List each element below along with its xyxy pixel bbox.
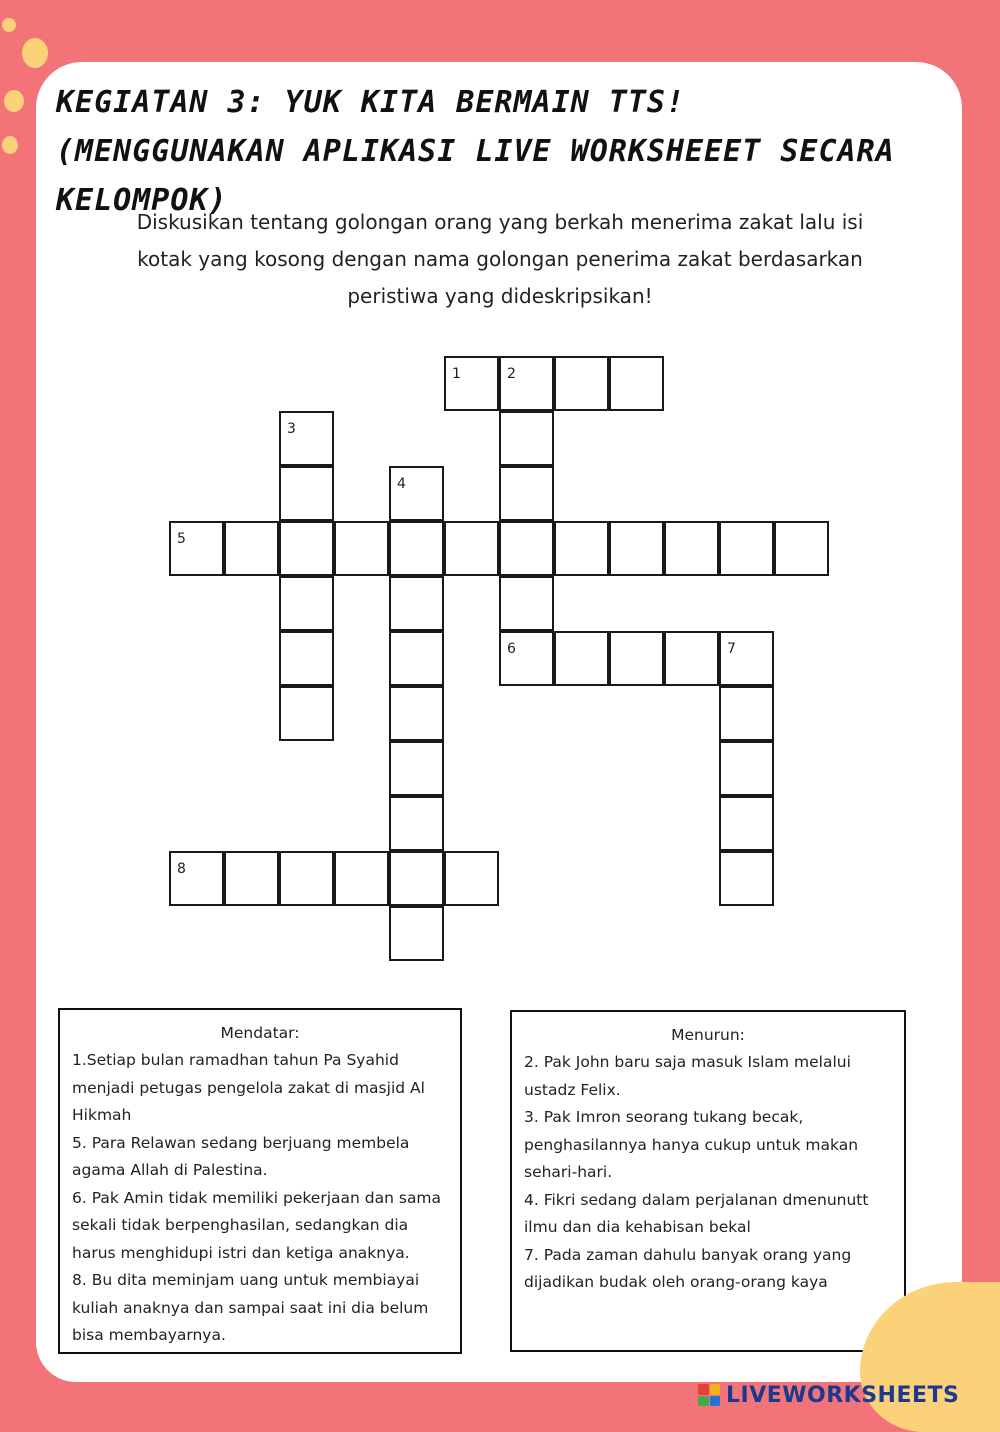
crossword-cell[interactable] bbox=[279, 411, 334, 466]
crossword-cell[interactable] bbox=[169, 851, 224, 906]
clue-number: 4 bbox=[397, 476, 406, 492]
clues-down-heading: Menurun: bbox=[671, 1026, 745, 1044]
crossword-cell[interactable] bbox=[499, 356, 554, 411]
crossword-cell[interactable] bbox=[499, 466, 554, 521]
crossword-cell[interactable] bbox=[224, 521, 279, 576]
crossword-cell[interactable] bbox=[499, 411, 554, 466]
clues-across-heading: Mendatar: bbox=[220, 1024, 300, 1042]
clue-number: 7 bbox=[727, 641, 736, 657]
logo-text: LIVEWORKSHEETS bbox=[726, 1382, 960, 1408]
crossword-cell[interactable] bbox=[664, 631, 719, 686]
crossword-cell[interactable] bbox=[719, 521, 774, 576]
clues-across-box bbox=[58, 1008, 462, 1354]
crossword-cell[interactable] bbox=[389, 741, 444, 796]
crossword-cell[interactable] bbox=[609, 521, 664, 576]
crossword-cell[interactable] bbox=[719, 631, 774, 686]
crossword-cell[interactable] bbox=[279, 631, 334, 686]
crossword-cell[interactable] bbox=[554, 521, 609, 576]
crossword-cell[interactable] bbox=[719, 851, 774, 906]
clue-down-4: 4. Fikri sedang dalam perjalanan dmenunutt ilmu dan dia kehabisan bekal bbox=[524, 1190, 869, 1236]
crossword-cell[interactable] bbox=[499, 576, 554, 631]
crossword-cell[interactable] bbox=[554, 631, 609, 686]
clue-number: 1 bbox=[452, 366, 461, 382]
clue-number: 2 bbox=[507, 366, 516, 382]
clue-down-2: 2. Pak John baru saja masuk Islam melalui ustadz Felix. bbox=[524, 1053, 851, 1099]
clue-across-8: 8. Bu dita meminjam uang untuk membiayai kuliah anaknya dan sampai saat ini dia belum bisa membayarnya. bbox=[72, 1271, 429, 1344]
crossword-cell[interactable] bbox=[719, 796, 774, 851]
crossword-cell[interactable] bbox=[389, 796, 444, 851]
clue-across-6: 6. Pak Amin tidak memiliki pekerjaan dan sama sekali tidak berpenghasilan, sedangkan dia harus menghidupi istri dan ketiga anaknya. bbox=[72, 1188, 442, 1262]
liveworksheets-logo bbox=[698, 1378, 959, 1412]
crossword-cell[interactable] bbox=[774, 521, 829, 576]
clue-number: 3 bbox=[287, 421, 296, 437]
crossword-cell[interactable] bbox=[609, 631, 664, 686]
clue-number: 8 bbox=[177, 861, 186, 877]
crossword-cell[interactable] bbox=[389, 521, 444, 576]
crossword-cell[interactable] bbox=[169, 521, 224, 576]
liveworksheets-icon bbox=[698, 1384, 720, 1406]
crossword-cell[interactable] bbox=[444, 851, 499, 906]
crossword-cell[interactable] bbox=[554, 356, 609, 411]
crossword-cell[interactable] bbox=[334, 521, 389, 576]
crossword-cell[interactable] bbox=[279, 851, 334, 906]
clue-number: 6 bbox=[507, 641, 516, 657]
instructions: Diskusikan tentang golongan orang yang berkah menerima zakat lalu isi kotak yang kosong dengan nama golongan penerima zakat berdasarkan peristiwa yang dideskripsikan! bbox=[136, 210, 864, 308]
crossword-cell[interactable] bbox=[444, 356, 499, 411]
crossword-cell[interactable] bbox=[389, 851, 444, 906]
clue-across-5: 5. Para Relawan sedang berjuang membela agama Allah di Palestina. bbox=[72, 1133, 410, 1179]
clue-down-3: 3. Pak Imron seorang tukang becak, penghasilannya hanya cukup untuk makan sehari-hari. bbox=[524, 1108, 859, 1181]
crossword-cell[interactable] bbox=[279, 466, 334, 521]
crossword-cell[interactable] bbox=[719, 741, 774, 796]
crossword-cell[interactable] bbox=[279, 576, 334, 631]
page-title: KEGIATAN 3: YUK KITA BERMAIN TTS! (MENGGUNAKAN APLIKASI LIVE WORKSHEEET SECARA KELOMPOK) bbox=[56, 85, 895, 218]
crossword-cell[interactable] bbox=[499, 521, 554, 576]
crossword-cell[interactable] bbox=[334, 851, 389, 906]
crossword-cell[interactable] bbox=[389, 686, 444, 741]
crossword-cell[interactable] bbox=[224, 851, 279, 906]
crossword-cell[interactable] bbox=[499, 631, 554, 686]
crossword-cell[interactable] bbox=[279, 686, 334, 741]
crossword-cell[interactable] bbox=[389, 466, 444, 521]
crossword-cell[interactable] bbox=[279, 521, 334, 576]
clue-number: 5 bbox=[177, 531, 186, 547]
clue-across-1: 1.Setiap bulan ramadhan tahun Pa Syahid menjadi petugas pengelola zakat di masjid Al Hikmah bbox=[72, 1051, 425, 1124]
crossword-cell[interactable] bbox=[389, 631, 444, 686]
crossword-cell[interactable] bbox=[664, 521, 719, 576]
clues-down-box bbox=[510, 1010, 906, 1352]
crossword-cell[interactable] bbox=[389, 906, 444, 961]
crossword-cell[interactable] bbox=[719, 686, 774, 741]
crossword-cell[interactable] bbox=[609, 356, 664, 411]
crossword-cell[interactable] bbox=[444, 521, 499, 576]
clue-down-7: 7. Pada zaman dahulu banyak orang yang dijadikan budak oleh orang-orang kaya bbox=[524, 1245, 852, 1291]
crossword-cell[interactable] bbox=[389, 576, 444, 631]
